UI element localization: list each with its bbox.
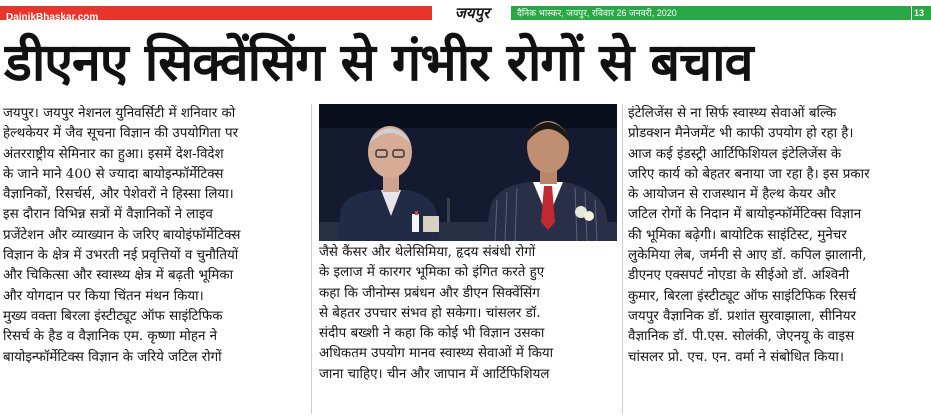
article-text-line: कुमार, बिरला इंस्टीट्यूट ऑफ साइंटिफिक रिसर्च — [628, 288, 857, 304]
article-text-line: के इलाज में कारगर भूमिका को इंगित करते हुए — [319, 265, 545, 281]
article-text-line: और चिकित्सा और स्वास्थ्य क्षेत्र में बढ़ती भूमिका — [3, 268, 234, 284]
seminar-photo-illustration — [319, 104, 617, 241]
article-text-line: जटिल रोगों के निदान में बायोइन्फॉर्मेटिक्स विज्ञान — [628, 207, 862, 223]
masthead — [0, 0, 931, 26]
article-text-line: बायोइन्फॉर्मेटिक्स विज्ञान के जरिये जटिल रोगों — [3, 349, 222, 365]
masthead-green-bar — [511, 6, 911, 20]
article-text-line: के आयोजन से राजस्थान में हैल्थ केयर और — [628, 187, 836, 203]
column-divider — [311, 104, 312, 414]
article-text-line: के जाने माने 400 से ज्यादा बायोइन्फॉर्मेटिक्स — [3, 166, 224, 182]
headline: डीएनए सिक्वेंसिंग से गंभीर रोगों से बचाव — [4, 33, 753, 93]
column-divider — [622, 104, 623, 414]
article-text-line: जाना चाहिए। चीन और जापान में आर्टिफिशियल — [319, 366, 550, 382]
page-number: 13 — [914, 8, 925, 18]
article-text-line: जैसे कैंसर और थेलेसिमिया, हृदय संबंधी रोगों — [319, 245, 536, 260]
article-text-line: से बेहतर उपचार संभव हो सकेगा। चांसलर डॉ. — [319, 305, 541, 321]
article-text-line: लुकेमिया लेब, जर्मनी से आए डॉ. कपिल झालानी, — [628, 248, 867, 264]
article-column-3 — [628, 104, 928, 368]
article-text-line: प्रजेंटेशन और व्याख्यान के जरिए बायोइंफॉर्मेटिक्स — [3, 227, 241, 243]
masthead-red-bar — [0, 6, 432, 23]
article-text-line: मुख्य वक्ता बिरला इंस्टीट्यूट ऑफ साइंटिफिक — [3, 308, 223, 324]
article-text-line: कहा कि जीनोम्स प्रबंधन और डीएन सिक्वेंसिंग — [319, 285, 540, 301]
site-name[interactable]: DainikBhaskar.com — [6, 12, 99, 23]
page-number-box — [912, 6, 931, 20]
news-photo — [319, 104, 617, 241]
dateline: दैनिक भास्कर, जयपुर, रविवार 26 जनवरी, 2020 — [517, 8, 677, 18]
article-text-line: विज्ञान के क्षेत्र में उभरती नई प्रवृत्तियों व चुनौतियों — [3, 248, 239, 264]
article-text-line: डीएनए एक्सपर्ट नोएडा के सीईओ डॉ. अश्विनी — [628, 268, 850, 284]
article-text-line: आज कई इंडस्ट्री आर्टिफिशियल इंटेलिजेंस के — [628, 146, 842, 162]
article-text-line: वैज्ञानिक डॉ. पी.एस. सोलंकी, जेएनयू के वाइस — [628, 329, 855, 345]
article-text-line: चांसलर प्रो. एच. एन. वर्मा ने संबोधित किया। — [628, 349, 844, 365]
article-column-2 — [319, 243, 617, 385]
article-text-line: की भूमिका बढ़ेगी। बायोटिक साइंटिस्ट, मुनेचर — [628, 227, 847, 243]
article-text-line: अधिकतम उपयोग मानव स्वास्थ्य सेवाओं में किया — [319, 346, 554, 362]
article-text-line: अंतरराष्ट्रीय सेमिनार का हुआ। इसमें देश-विदेश — [3, 146, 224, 162]
article-text-line: हेल्थकेयर में जैव सूचना विज्ञान की उपयोगिता पर — [3, 126, 239, 142]
article-text-line: इंटेलिजेंस से ना सिर्फ स्वास्थ्य सेवाओं बल्कि — [628, 106, 837, 121]
article-text-line: जयपुर वैज्ञानिक डॉ. प्रशांत सुरवाझाला, सीनियर — [628, 308, 856, 324]
article-column-1 — [3, 104, 300, 368]
article-text-line: और योगदान पर किया चिंतन मंथन किया। — [3, 288, 204, 304]
article-text-line: रिसर्च के हैड व वैज्ञानिक एम. कृष्णा मोहन ने — [3, 329, 218, 345]
article-text-line: वैज्ञानिकों, रिसर्चर्स, और पेशेवरों ने हिस्सा लिया। — [3, 187, 234, 203]
article-text-line: जरिए कार्य को बेहतर बनाया जा रहा है। इस प्रकार — [628, 166, 870, 182]
article-text-line: प्रोडक्शन मैनेजमेंट भी काफी उपयोग हो रहा है। — [628, 126, 854, 142]
city-edition-label: जयपुर — [454, 4, 490, 22]
article-text-line: इस दौरान विभिन्न सत्रों में वैज्ञानिकों ने लाइव — [3, 207, 213, 223]
article-text-line: जयपुर। जयपुर नेशनल युनिवर्सिटी में शनिवार को — [3, 106, 236, 121]
article-text-line: संदीप बख्शी ने कहा कि कोई भी विज्ञान उसका — [319, 326, 545, 342]
